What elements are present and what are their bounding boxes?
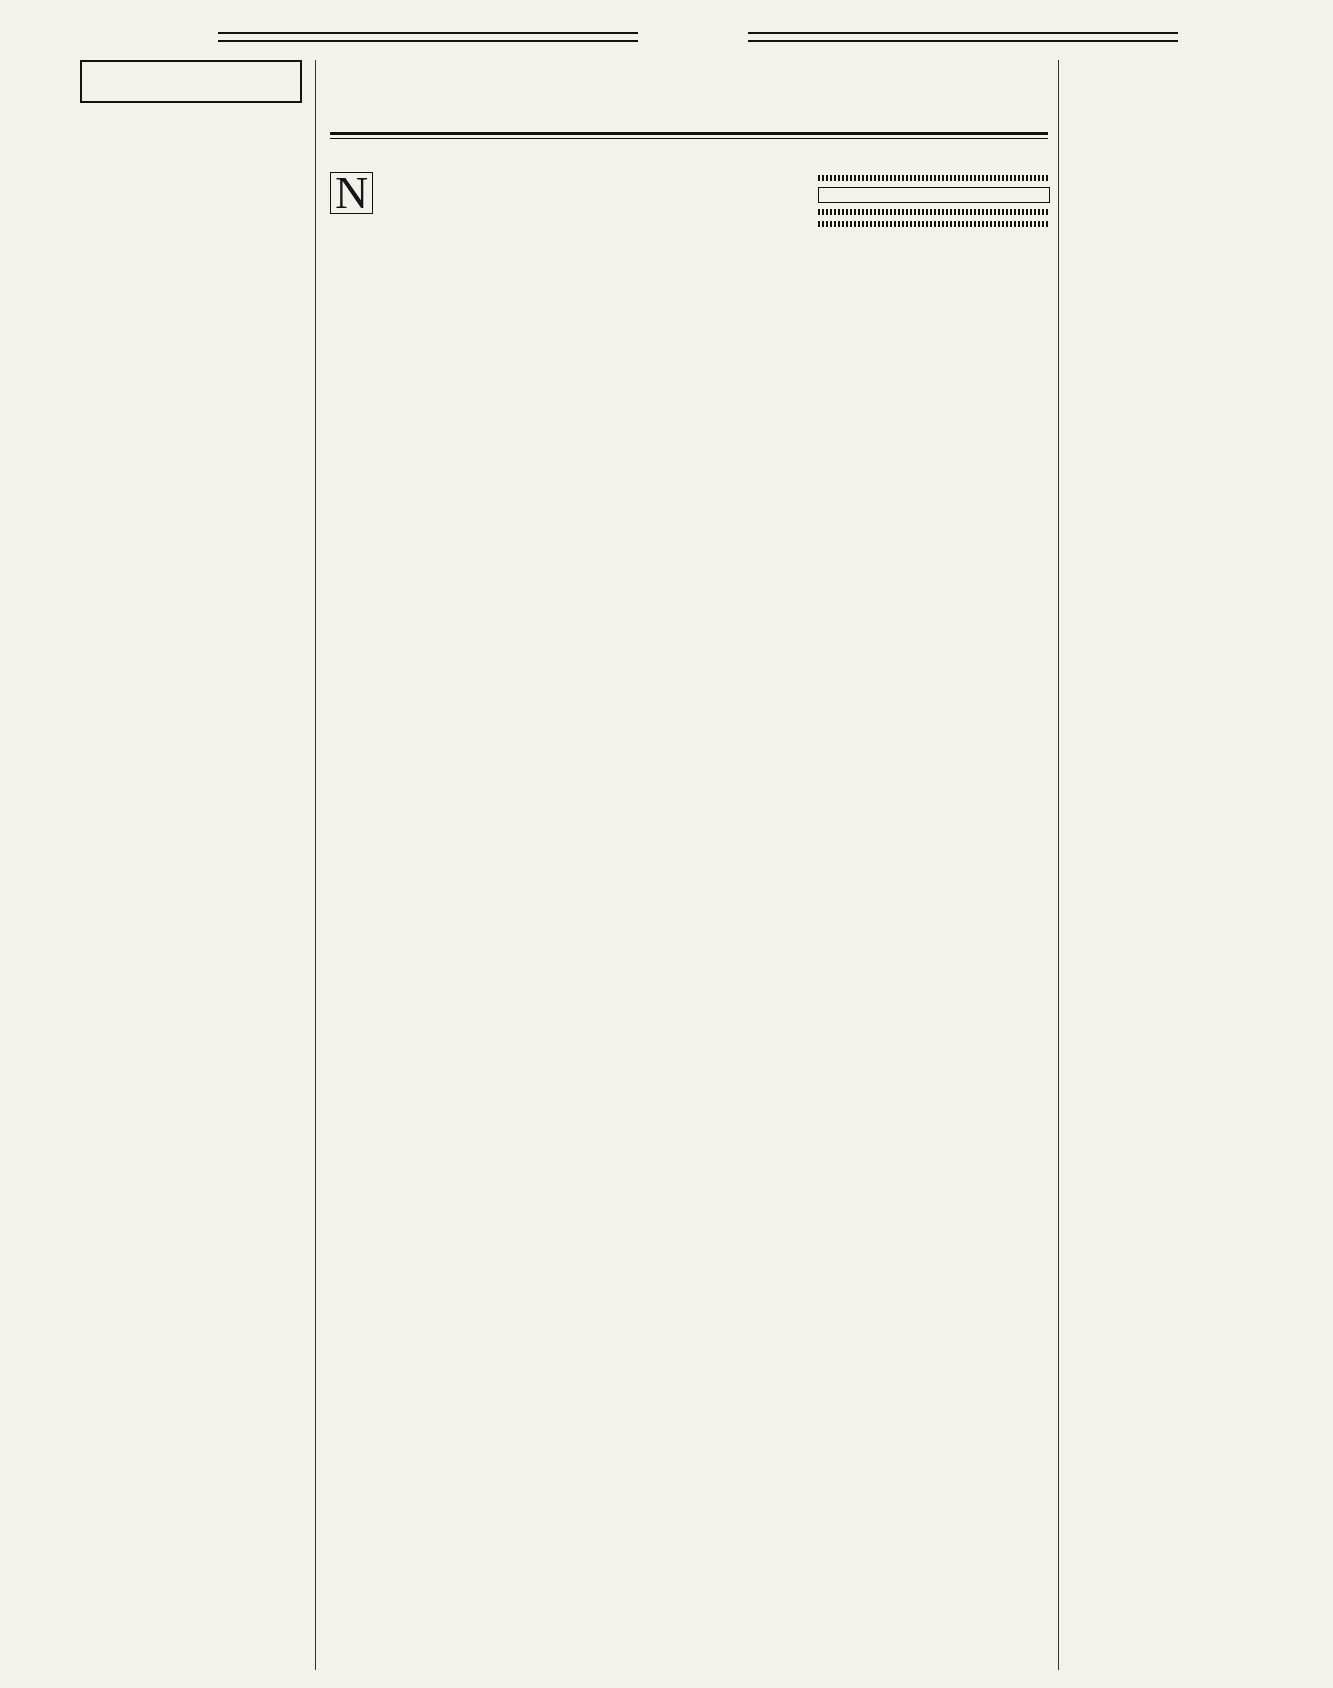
- column-coisas-de-o-diabo: [80, 60, 302, 1680]
- column-escravatura: [1068, 60, 1308, 1680]
- header-rule-right: [748, 32, 1178, 42]
- section-masthead: [80, 60, 302, 103]
- column-divider: [1058, 60, 1059, 1670]
- marques-rebelo-box: [818, 187, 1050, 203]
- section-divider: [818, 221, 1050, 227]
- section-divider: [818, 209, 1050, 215]
- drop-cap: N: [330, 172, 373, 214]
- article-column-1: [330, 170, 556, 1670]
- article-column-3: [818, 170, 1050, 1670]
- title-rule: [330, 132, 1048, 139]
- page-header: [78, 18, 1306, 54]
- header-rule-left: [218, 32, 638, 42]
- article-column-2: [564, 170, 802, 1670]
- column-divider: [315, 60, 316, 1670]
- section-divider: [818, 175, 1050, 181]
